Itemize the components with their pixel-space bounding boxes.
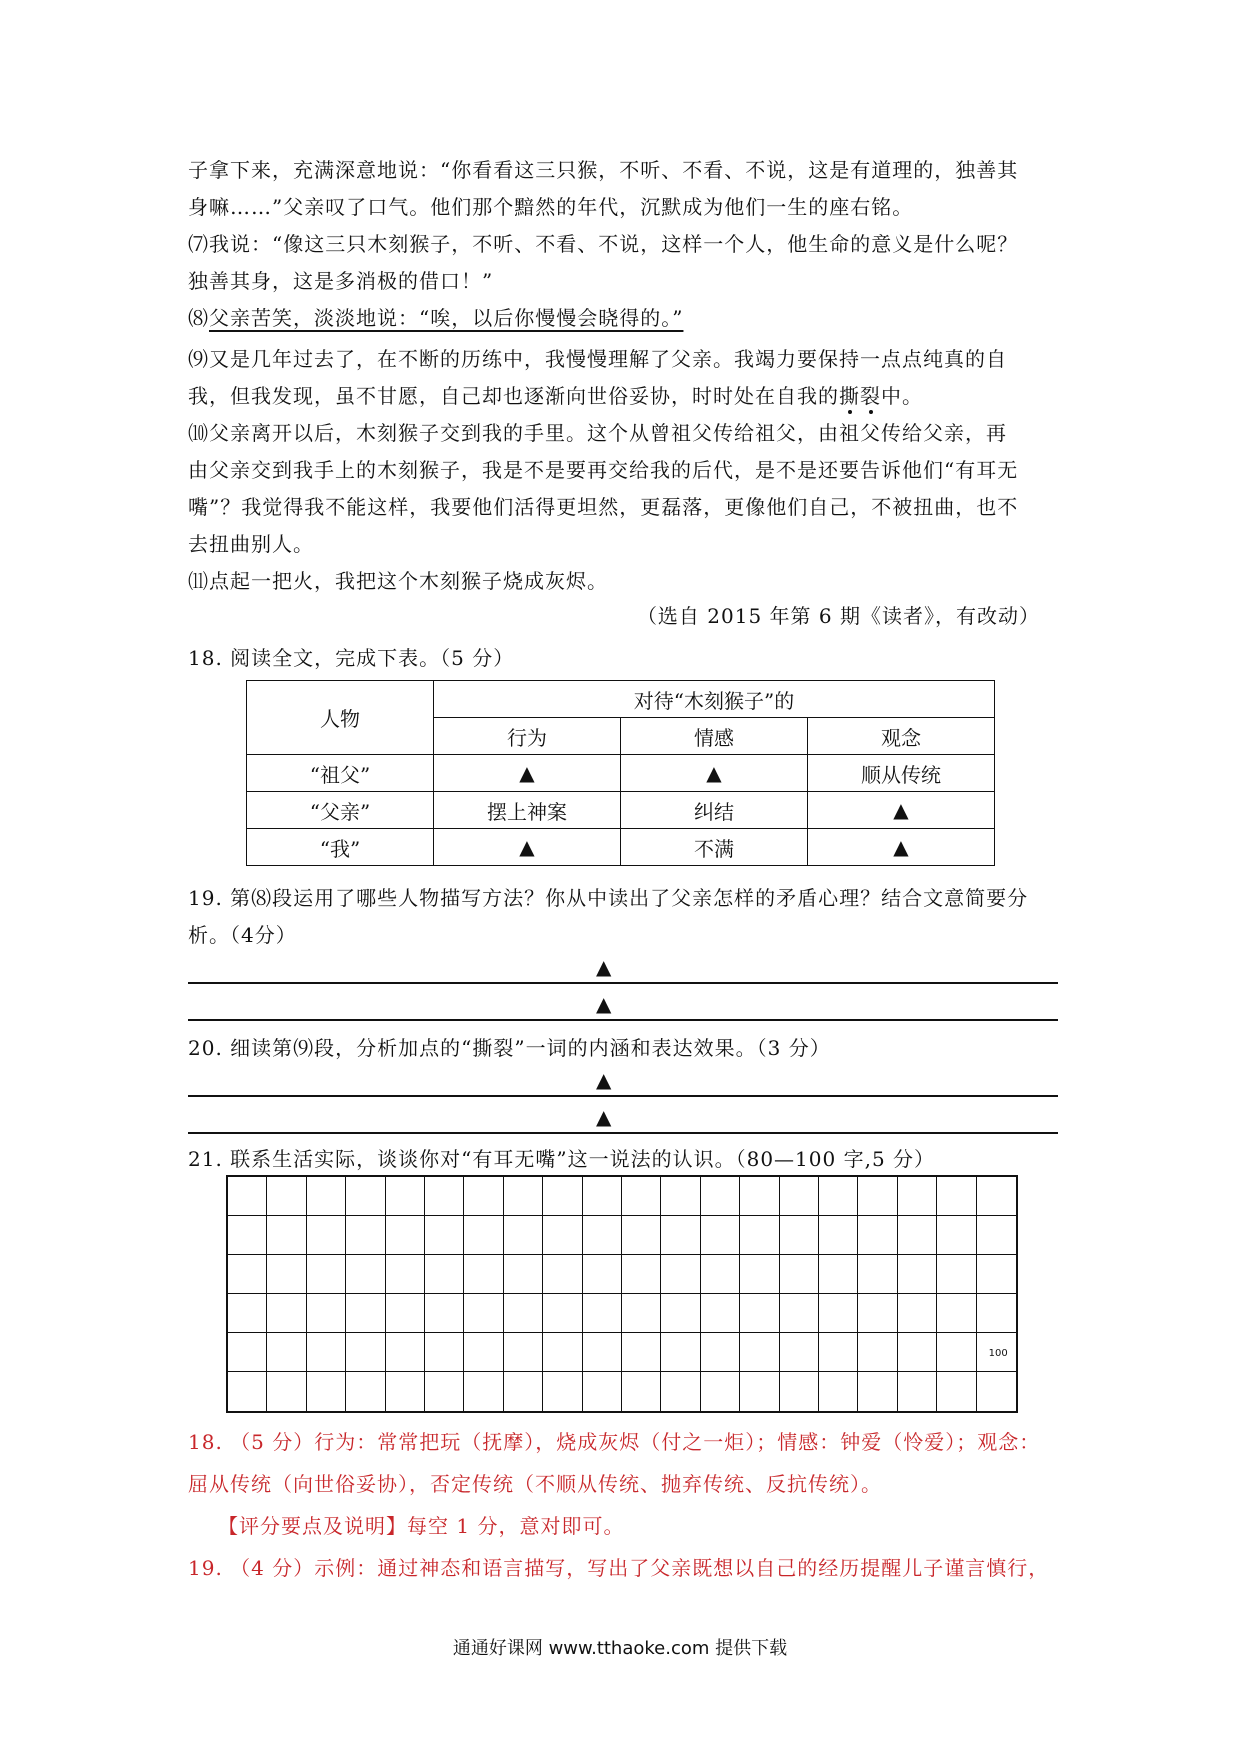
grid-cell[interactable] — [267, 1177, 306, 1216]
grid-cell[interactable] — [346, 1177, 385, 1216]
grid-cell[interactable] — [464, 1372, 503, 1411]
answer-line[interactable] — [188, 1132, 1058, 1134]
writing-grid[interactable] — [226, 1175, 1018, 1413]
grid-cell[interactable] — [977, 1294, 1016, 1333]
grid-cell[interactable] — [228, 1372, 267, 1411]
grid-cell[interactable] — [386, 1216, 425, 1255]
grid-cell[interactable] — [977, 1177, 1016, 1216]
grid-cell[interactable] — [346, 1294, 385, 1333]
grid-cell[interactable] — [937, 1333, 976, 1372]
grid-cell[interactable] — [228, 1294, 267, 1333]
grid-cell[interactable] — [740, 1177, 779, 1216]
grid-cell[interactable] — [622, 1177, 661, 1216]
grid-cell[interactable] — [740, 1294, 779, 1333]
grid-cell[interactable] — [937, 1372, 976, 1411]
paragraph-11: ⑾点起一把火，我把这个木刻猴子烧成灰烬。 — [188, 569, 608, 593]
answer-blank[interactable]: ▲ — [808, 792, 995, 829]
question-19-line: 19. 第⑻段运用了哪些人物描写方法？你从中读出了父亲怎样的矛盾心理？结合文意简要分 — [188, 886, 1029, 910]
grid-cell[interactable] — [307, 1255, 346, 1294]
paragraph-10-line: 嘴”？我觉得我不能这样，我要他们活得更坦然，更磊落，更像他们自己，不被扭曲，也不 — [188, 495, 1019, 519]
grid-cell[interactable] — [622, 1255, 661, 1294]
answer-line[interactable] — [188, 982, 1058, 984]
grid-cell[interactable] — [583, 1333, 622, 1372]
grid-cell[interactable] — [425, 1177, 464, 1216]
grid-cell[interactable] — [425, 1216, 464, 1255]
grid-cell[interactable] — [661, 1216, 700, 1255]
grid-cell[interactable] — [858, 1255, 897, 1294]
answer-blank[interactable]: ▲ — [808, 829, 995, 866]
paragraph-8 — [188, 300, 1058, 337]
grid-cell[interactable] — [425, 1255, 464, 1294]
grid-cell[interactable] — [819, 1255, 858, 1294]
dotted-char: 裂 — [860, 384, 881, 408]
grid-cell[interactable] — [661, 1372, 700, 1411]
grid-cell[interactable] — [346, 1333, 385, 1372]
word-count-marker-100: 100 — [988, 1348, 1008, 1359]
table-row — [247, 755, 995, 792]
grid-cell[interactable] — [898, 1255, 937, 1294]
grid-cell[interactable] — [937, 1255, 976, 1294]
grid-cell[interactable] — [583, 1294, 622, 1333]
header-person: 人物 — [247, 681, 434, 755]
grid-cell[interactable] — [346, 1255, 385, 1294]
grid-cell[interactable] — [622, 1294, 661, 1333]
grid-cell[interactable] — [543, 1177, 582, 1216]
grid-cell[interactable] — [543, 1255, 582, 1294]
cell-value: 顺从传统 — [808, 755, 995, 792]
grid-cell[interactable] — [464, 1255, 503, 1294]
header-emotion: 情感 — [621, 718, 808, 755]
text-segment: 我，但我发现，虽不甘愿，自己却也逐渐向世俗妥协，时时处在自我的 — [188, 384, 839, 408]
grid-cell[interactable] — [267, 1372, 306, 1411]
grid-cell[interactable] — [307, 1294, 346, 1333]
grid-cell[interactable] — [780, 1216, 819, 1255]
answer-blank[interactable]: ▲ — [434, 755, 621, 792]
table-row — [247, 792, 995, 829]
question-18-table — [246, 680, 995, 866]
grid-cell[interactable] — [464, 1294, 503, 1333]
grid-cell[interactable] — [819, 1177, 858, 1216]
grid-cell[interactable] — [543, 1372, 582, 1411]
grid-cell[interactable] — [425, 1294, 464, 1333]
grid-cell[interactable] — [504, 1255, 543, 1294]
paragraph-8-underlined-text: 父亲苦笑，淡淡地说：“唉，以后你慢慢会晓得的。” — [209, 306, 684, 330]
grid-cell[interactable] — [228, 1216, 267, 1255]
paragraph-10-line: ⑽父亲离开以后，木刻猴子交到我的手里。这个从曾祖父传给祖父，由祖父传给父亲，再 — [188, 421, 1007, 445]
grid-cell[interactable] — [780, 1177, 819, 1216]
paragraph-9-line-2 — [188, 378, 1058, 415]
paragraph-8-number: ⑻ — [188, 306, 209, 330]
answer-18-line: 18. （5 分）行为：常常把玩（抚摩），烧成灰烬（付之一炬）；情感：钟爱（怜爱）；观念： — [188, 1430, 1041, 1454]
footer: 通通好课网 www.tthaoke.com 提供下载 — [452, 1638, 788, 1659]
grid-cell[interactable] — [386, 1372, 425, 1411]
grid-cell[interactable] — [898, 1177, 937, 1216]
grid-cell[interactable] — [622, 1216, 661, 1255]
triangle-marker: ▲ — [596, 955, 612, 979]
passage-line: 身嘛……”父亲叹了口气。他们那个黯然的年代，沉默成为他们一生的座右铭。 — [188, 195, 914, 219]
answer-line[interactable] — [188, 1095, 1058, 1097]
table-row — [247, 829, 995, 866]
grid-cell[interactable] — [267, 1255, 306, 1294]
grid-cell[interactable] — [780, 1294, 819, 1333]
grid-cell[interactable] — [898, 1333, 937, 1372]
grid-cell[interactable] — [622, 1372, 661, 1411]
grid-cell[interactable] — [898, 1216, 937, 1255]
grid-cell[interactable] — [661, 1333, 700, 1372]
cell-value: 不满 — [621, 829, 808, 866]
question-20-prompt: 20. 细读第⑼段，分析加点的“撕裂”一词的内涵和表达效果。（3 分） — [188, 1036, 831, 1060]
cell-person: “父亲” — [247, 792, 434, 829]
triangle-marker: ▲ — [596, 992, 612, 1016]
grid-cell[interactable] — [543, 1294, 582, 1333]
grid-cell[interactable] — [504, 1177, 543, 1216]
grid-cell[interactable] — [386, 1333, 425, 1372]
grid-cell[interactable] — [701, 1255, 740, 1294]
grid-cell[interactable] — [543, 1216, 582, 1255]
grid-cell[interactable] — [583, 1255, 622, 1294]
answer-18-line: 屈从传统（向世俗妥协），否定传统（不顺从传统、抛弃传统、反抗传统）。 — [188, 1472, 882, 1496]
grid-cell[interactable] — [819, 1294, 858, 1333]
grid-cell[interactable] — [780, 1372, 819, 1411]
grid-cell[interactable] — [898, 1372, 937, 1411]
question-21-prompt: 21. 联系生活实际，谈谈你对“有耳无嘴”这一说法的认识。（80—100 字,5 分） — [188, 1147, 936, 1171]
grid-cell[interactable] — [543, 1333, 582, 1372]
grid-cell[interactable] — [661, 1294, 700, 1333]
grid-cell[interactable] — [307, 1216, 346, 1255]
grid-cell[interactable] — [740, 1255, 779, 1294]
grid-cell[interactable] — [425, 1372, 464, 1411]
grid-cell[interactable] — [583, 1177, 622, 1216]
grid-cell[interactable] — [937, 1177, 976, 1216]
triangle-marker: ▲ — [596, 1068, 612, 1092]
grid-cell[interactable] — [701, 1216, 740, 1255]
grid-cell[interactable] — [898, 1294, 937, 1333]
question-18-prompt: 18. 阅读全文，完成下表。（5 分） — [188, 646, 515, 670]
grid-cell[interactable] — [780, 1333, 819, 1372]
grid-cell[interactable] — [858, 1372, 897, 1411]
dotted-char: 撕 — [839, 384, 860, 408]
grid-cell[interactable] — [346, 1216, 385, 1255]
source-citation: （选自 2015 年第 6 期《读者》，有改动） — [636, 604, 1040, 628]
answer-blank[interactable]: ▲ — [621, 755, 808, 792]
grid-cell[interactable] — [701, 1372, 740, 1411]
grid-cell[interactable] — [267, 1333, 306, 1372]
header-behavior: 行为 — [434, 718, 621, 755]
grid-cell[interactable] — [267, 1294, 306, 1333]
grid-cell[interactable] — [701, 1177, 740, 1216]
grid-cell[interactable] — [858, 1294, 897, 1333]
grid-cell[interactable] — [701, 1294, 740, 1333]
grid-cell[interactable] — [386, 1177, 425, 1216]
answer-19-line: 19. （4 分）示例：通过神态和语言描写，写出了父亲既想以自己的经历提醒儿子谨言慎行， — [188, 1556, 1050, 1580]
grid-cell[interactable] — [858, 1216, 897, 1255]
grid-cell[interactable] — [858, 1177, 897, 1216]
paragraph-9-line: ⑼又是几年过去了，在不断的历练中，我慢慢理解了父亲。我竭力要保持一点点纯真的自 — [188, 347, 1007, 371]
grid-cell[interactable] — [504, 1372, 543, 1411]
grid-cell[interactable] — [977, 1255, 1016, 1294]
grid-cell[interactable] — [425, 1333, 464, 1372]
grid-cell[interactable] — [740, 1372, 779, 1411]
grid-cell[interactable] — [386, 1294, 425, 1333]
header-concept: 观念 — [808, 718, 995, 755]
grid-cell[interactable] — [464, 1333, 503, 1372]
paragraph-10-line: 去扭曲别人。 — [188, 532, 314, 556]
grid-cell[interactable] — [661, 1255, 700, 1294]
grid-cell[interactable] — [583, 1372, 622, 1411]
grid-cell[interactable] — [504, 1216, 543, 1255]
grid-cell[interactable] — [819, 1216, 858, 1255]
cell-person: “我” — [247, 829, 434, 866]
grid-cell[interactable] — [267, 1216, 306, 1255]
grid-cell[interactable] — [346, 1372, 385, 1411]
paragraph-7-line: 独善其身，这是多消极的借口！” — [188, 269, 494, 293]
grid-cell[interactable] — [386, 1255, 425, 1294]
text-segment: 中。 — [881, 384, 923, 408]
grid-cell[interactable] — [977, 1372, 1016, 1411]
paragraph-7-line: ⑺我说：“像这三只木刻猴子，不听、不看、不说，这样一个人，他生命的意义是什么呢？ — [188, 232, 1019, 256]
grid-cell[interactable] — [464, 1177, 503, 1216]
grid-cell[interactable] — [307, 1177, 346, 1216]
grid-cell[interactable] — [622, 1333, 661, 1372]
answer-blank[interactable]: ▲ — [434, 829, 621, 866]
grid-cell[interactable] — [464, 1216, 503, 1255]
grid-cell[interactable] — [661, 1177, 700, 1216]
question-19-line: 析。（4分） — [188, 923, 297, 947]
paragraph-10-line: 由父亲交到我手上的木刻猴子，我是不是要再交给我的后代，是不是还要告诉他们“有耳无 — [188, 458, 1019, 482]
passage-line: 子拿下来，充满深意地说：“你看看这三只猴，不听、不看、不说，这是有道理的，独善其 — [188, 158, 1019, 182]
grid-cell[interactable] — [858, 1333, 897, 1372]
grid-cell[interactable] — [228, 1255, 267, 1294]
grid-cell[interactable] — [937, 1216, 976, 1255]
triangle-marker: ▲ — [596, 1105, 612, 1129]
grid-cell[interactable] — [701, 1333, 740, 1372]
grid-cell[interactable] — [504, 1333, 543, 1372]
grid-cell[interactable] — [740, 1333, 779, 1372]
grid-cell[interactable] — [740, 1216, 779, 1255]
header-attitude: 对待“木刻猴子”的 — [434, 681, 995, 718]
grid-cell[interactable] — [583, 1216, 622, 1255]
grid-cell[interactable] — [504, 1294, 543, 1333]
grid-cell[interactable] — [977, 1216, 1016, 1255]
grid-cell[interactable] — [307, 1372, 346, 1411]
answer-line[interactable] — [188, 1019, 1058, 1021]
cell-value: 纠结 — [621, 792, 808, 829]
grid-cell[interactable] — [780, 1255, 819, 1294]
grid-cell[interactable] — [228, 1177, 267, 1216]
grid-cell[interactable] — [819, 1333, 858, 1372]
cell-value: 摆上神案 — [434, 792, 621, 829]
grid-cell[interactable] — [819, 1372, 858, 1411]
scoring-note: 【评分要点及说明】每空 1 分，意对即可。 — [218, 1514, 625, 1538]
grid-cell[interactable] — [937, 1294, 976, 1333]
grid-cell[interactable] — [228, 1333, 267, 1372]
grid-cell[interactable] — [307, 1333, 346, 1372]
cell-person: “祖父” — [247, 755, 434, 792]
